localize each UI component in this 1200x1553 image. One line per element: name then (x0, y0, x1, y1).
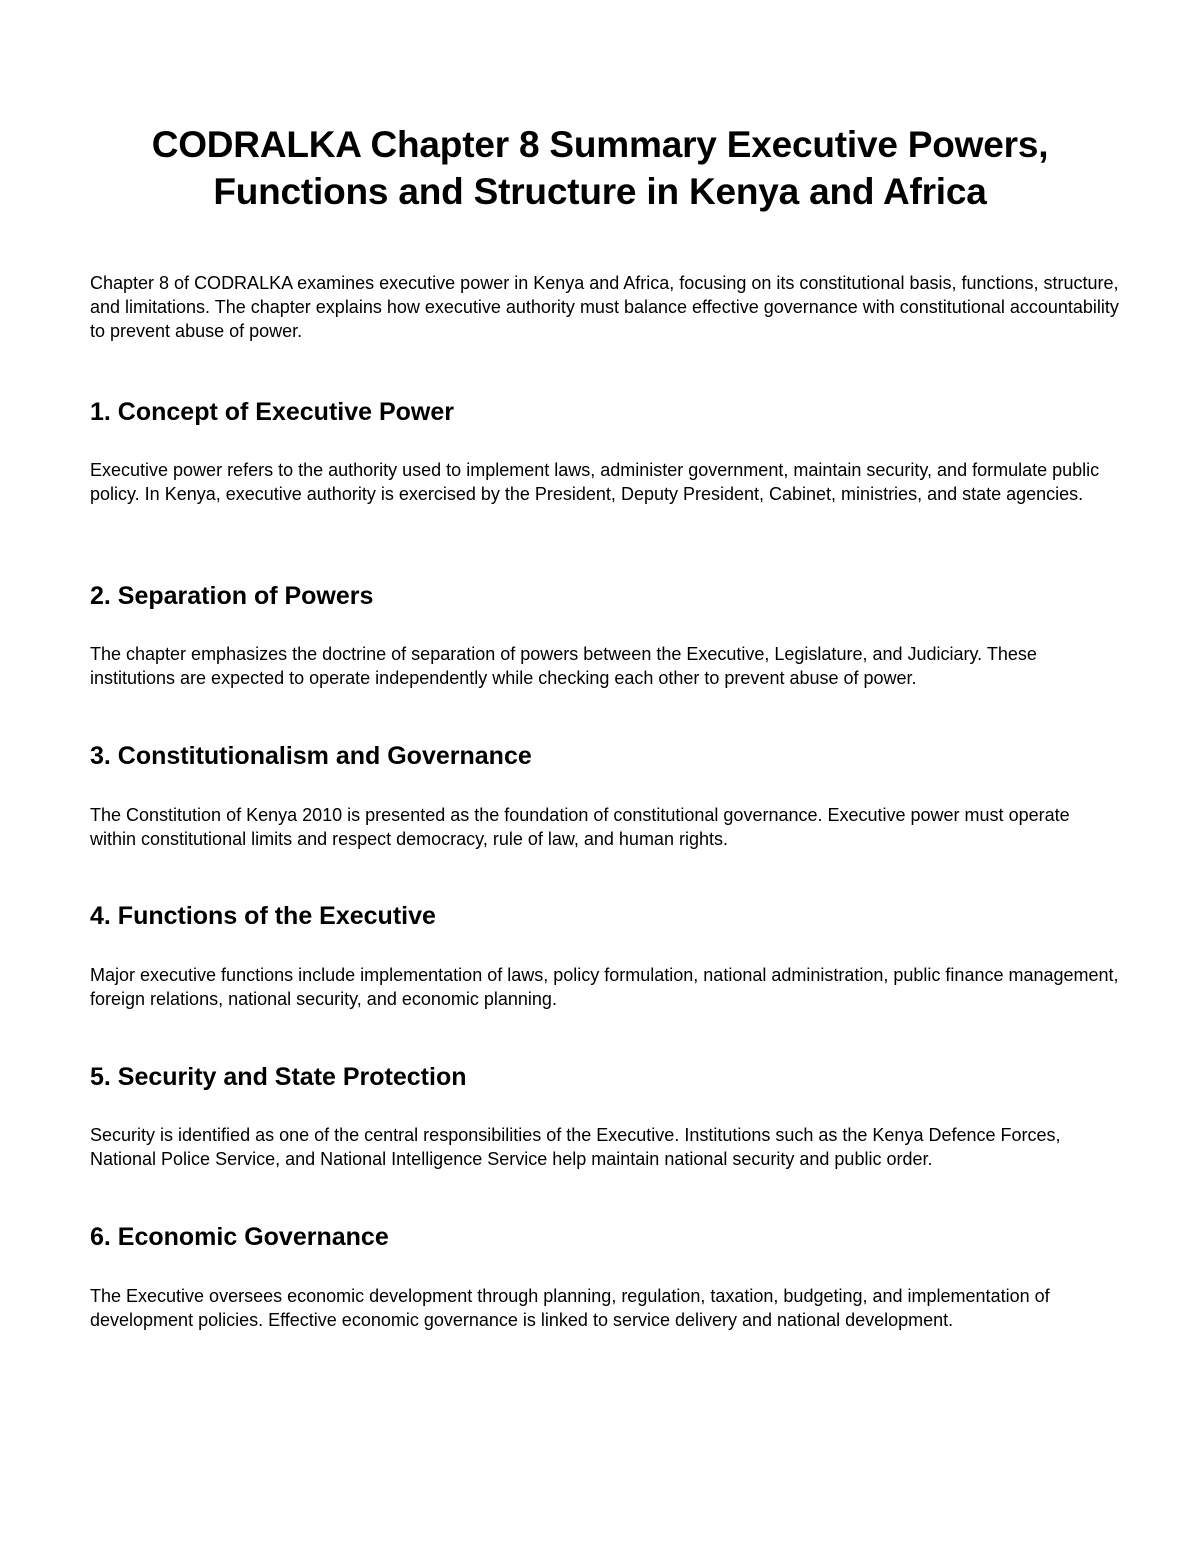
intro-paragraph: Chapter 8 of CODRALKA examines executive power in Kenya and Africa, focusing on its constitutional basis, functions, structure, and limitations. The chapter explains how executive authority must balance effective governance with constitutional accountability to prevent abuse of power. (90, 273, 1119, 341)
section-body-constitutionalism-and-governance: The Constitution of Kenya 2010 is presented as the foundation of constitutional governance. Executive power must operate within constitutional limits and respect democracy, rule of law, and human rights. (90, 805, 1070, 849)
section-body-separation-of-powers: The chapter emphasizes the doctrine of separation of powers between the Executive, Legislature, and Judiciary. These institutions are expected to operate independently while checking each other to prevent abuse of power. (90, 644, 1037, 688)
section-heading-economic-governance: 6. Economic Governance (90, 1223, 389, 1251)
section-heading-functions-of-the-executive: 4. Functions of the Executive (90, 902, 436, 930)
section-body-concept-of-executive-power: Executive power refers to the authority used to implement laws, administer government, maintain security, and formulate public policy. In Kenya, executive authority is exercised by the President, Deputy President, Cabinet, ministries, and state agencies. (90, 460, 1100, 504)
section-body-economic-governance: The Executive oversees economic development through planning, regulation, taxation, budgeting, and implementation of development policies. Effective economic governance is linked to service delivery and national development. (90, 1286, 1050, 1330)
section-body-functions-of-the-executive: Major executive functions include implementation of laws, policy formulation, national administration, public finance management, foreign relations, national security, and economic planning. (90, 965, 1119, 1009)
document-title: CODRALKA Chapter 8 Summary Executive Powers, Functions and Structure in Kenya and Africa (151, 124, 1049, 212)
section-heading-constitutionalism-and-governance: 3. Constitutionalism and Governance (90, 742, 532, 770)
section-body-security-and-state-protection: Security is identified as one of the central responsibilities of the Executive. Institutions such as the Kenya Defence Forces, National Police Service, and National Intelligence Service help maintain national security and public order. (90, 1125, 1061, 1169)
section-heading-separation-of-powers: 2. Separation of Powers (90, 582, 374, 610)
section-heading-security-and-state-protection: 5. Security and State Protection (90, 1063, 467, 1091)
section-heading-concept-of-executive-power: 1. Concept of Executive Power (90, 398, 454, 426)
